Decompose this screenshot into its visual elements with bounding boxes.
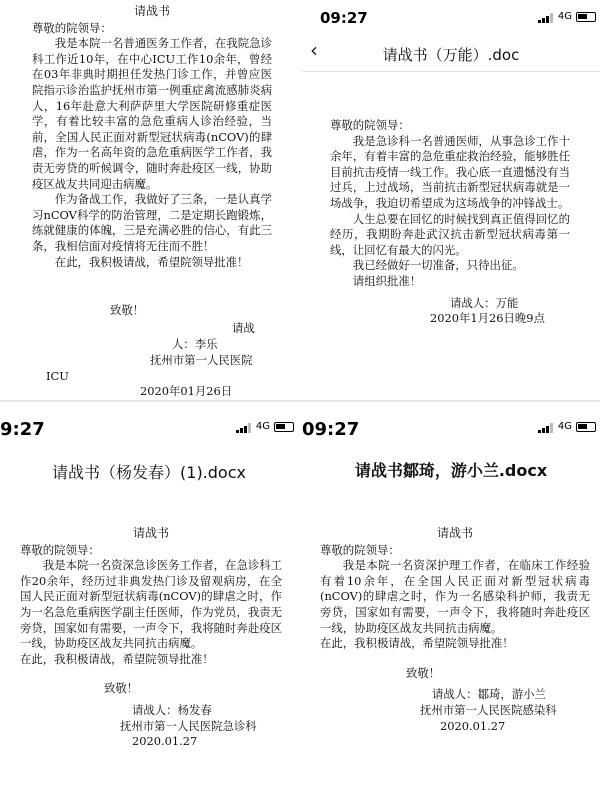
letter-heading: 请战书 xyxy=(132,526,169,540)
letter-closing: 致敬！ xyxy=(104,681,139,696)
letter-heading: 请战书 xyxy=(436,526,473,540)
signature-label: 请战 xyxy=(232,321,255,335)
letter-body xyxy=(330,118,570,327)
doc-title: 请战书鄒琦，游小兰.docx xyxy=(354,461,548,480)
battery-icon xyxy=(576,12,596,22)
status-time: 09:27 xyxy=(320,9,368,27)
letter-greeting: 尊敬的院领导： xyxy=(20,542,100,557)
letter-body xyxy=(20,526,282,750)
panel-divider xyxy=(0,400,600,402)
letter-paragraph: 在此，我积极请战，希望院领导批准！ xyxy=(54,254,249,269)
letter-date: 2020年1月26日晚9点 xyxy=(430,311,545,326)
status-time: 09:27 xyxy=(302,419,360,440)
network-type: 4G xyxy=(255,421,270,432)
letter-greeting: 尊敬的院领导： xyxy=(320,542,400,557)
signature-org: 抚州市第一人民医院急诊科 xyxy=(120,718,257,733)
doc-title: 请战书（万能）.doc xyxy=(382,46,520,64)
signature-name: 请战人：杨发春 xyxy=(132,702,212,717)
signature-name: 请战人：万能 xyxy=(450,295,519,310)
letter-paragraph: 在此，我积极请战，希望院领导批准！ xyxy=(20,651,214,666)
letter-panel-wan-neng xyxy=(302,0,600,400)
signal-icon xyxy=(538,423,554,433)
status-bar xyxy=(302,410,600,442)
status-bar xyxy=(0,410,298,442)
doc-navbar xyxy=(302,32,600,72)
letter-paragraph: 作为备战工作，我做好了三条，一是认真学习nCOV科学的防治管理，二是定期长跑锻炼，练就健康的体魄，三是充满必胜的信心，有此三条，我相信面对疫情将无往而不胜！ xyxy=(32,192,272,253)
signature-dept: ICU xyxy=(46,369,69,383)
letter-panel-li-le xyxy=(0,0,298,400)
signature-org: 抚州市第一人民医院 xyxy=(150,353,253,367)
doc-navbar xyxy=(0,446,298,490)
letter-date: 2020.01.27 xyxy=(132,734,198,749)
letter-paragraph: 我是本院一名资深急诊医务工作者，在急诊科工作20余年，经历过非典发热门诊及留观病房，在全国人民正面对新型冠状病毒(nCOV)的肆虐之时，作为一名急危重病医学副主任医师，作为党员，我责无旁贷，国家如有需要，一声令下，我将随时奔赴疫区一线，协助疫区战友共同抗击病魔。 xyxy=(20,558,283,651)
letter-panel-zou-qi xyxy=(302,402,600,797)
signal-icon xyxy=(538,13,554,23)
letter-date: 2020年01月26日 xyxy=(140,384,233,398)
letter-paragraph: 我是本院一名普通医务工作者，在我院急诊科工作近10年，在中心ICU工作10余年，曾经在03年非典时期担任发热门诊工作，并曾应医院指示诊治监护抚州市第一例重症禽流感肺炎病人，16年赴意大利萨萨里大学医院研修重症医学，有着比较丰富的急危重病人诊治经验，当前，全国人民正面对新型冠状病毒(nCOV)的肆虐，作为一名高年资的急危重病医学工作者，我责无旁贷的听候调令，随时奔赴疫区一线，协助疫区战友共同迎击病魔。 xyxy=(32,36,272,191)
network-type: 4G xyxy=(557,11,572,22)
signal-icon xyxy=(236,423,252,433)
letter-closing: 致敬！ xyxy=(406,665,441,680)
battery-icon xyxy=(576,422,596,432)
chevron-left-icon[interactable]: ‹ xyxy=(310,38,318,62)
letter-paragraph: 我已经做好一切准备，只待出征。 xyxy=(352,258,524,273)
doc-navbar xyxy=(302,446,600,490)
status-time: 9:27 xyxy=(0,419,45,440)
letter-paragraph: 我是本院一名资深护理工作者，在临床工作经验有着10余年，在全国人民正面对新型冠状病毒(nCOV)的肆虐之时，作为一名感染科护师，我责无旁贷，国家如有需要，一声令下，我将随时奔赴疫区一线，协助疫区战友共同抗击病魔。 xyxy=(320,558,590,635)
letter-paragraph: 在此，我积极请战，希望院领导批准！ xyxy=(320,636,514,651)
letter-paragraph: 人生总要在回忆的时候找到真正值得回忆的经历，我期盼奔赴武汉抗击新型冠状病毒第一线，让回忆有最大的闪光。 xyxy=(330,211,570,257)
letter-date: 2020.01.27 xyxy=(440,718,506,733)
signature-name: 请战人：鄒琦，游小兰 xyxy=(432,687,546,702)
doc-title: 请战书（杨发春）(1).docx xyxy=(52,463,246,482)
panel-divider xyxy=(299,0,301,797)
letter-heading: 请战书 xyxy=(133,4,170,18)
letter-paragraph: 请组织批准！ xyxy=(352,273,422,288)
signature-name: 人：李乐 xyxy=(172,337,218,351)
letter-closing: 致敬！ xyxy=(110,303,145,317)
letter-greeting: 尊敬的院领导： xyxy=(330,118,410,132)
letter-body xyxy=(32,4,272,270)
status-bar xyxy=(302,0,600,32)
letter-paragraph: 我是急诊科一名普通医师，从事急诊工作十余年，有着丰富的急危重症救治经验，能够胜任目前抗击疫情一线工作。我心底一直遗憾没有当过兵，上过战场，当前抗击新型冠状病毒就是一场战争，我迫切希望成为这场战争的冲锋战士。 xyxy=(330,133,570,210)
letter-panel-yang-fachun xyxy=(0,402,298,797)
network-type: 4G xyxy=(557,421,572,432)
battery-icon xyxy=(274,422,294,432)
letter-greeting: 尊敬的院领导： xyxy=(32,20,112,35)
letter-body xyxy=(320,526,590,734)
signature-org: 抚州市第一人民医院感染科 xyxy=(420,702,557,717)
